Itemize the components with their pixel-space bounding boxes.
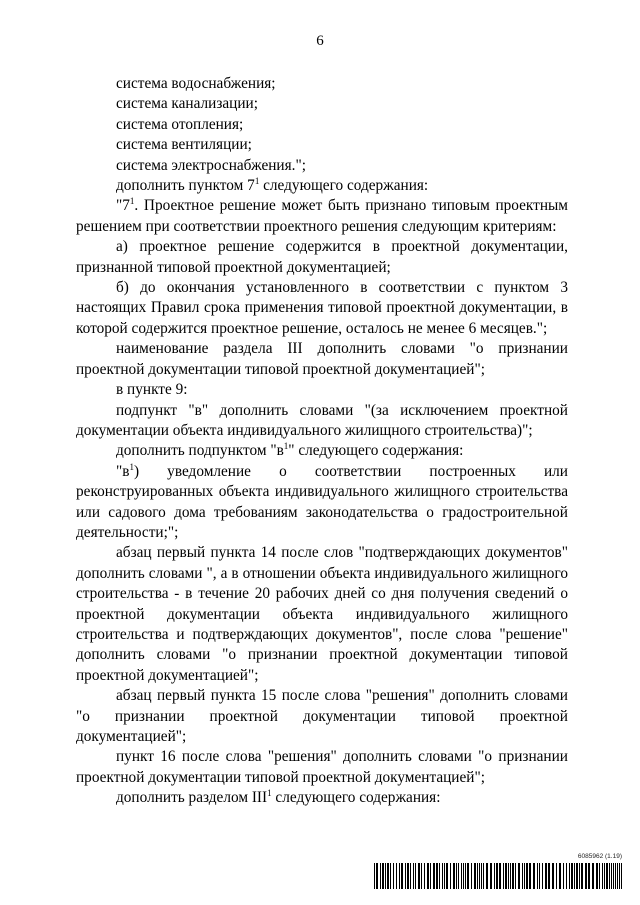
paragraph: в пункте 9: [116,381,188,399]
barcode-number: 6085962 (1.19) [577,853,622,860]
barcode-block [374,853,622,891]
paragraph: пункт 16 после слова "решения" дополнить словами "о признании проектной документации типовой проектной документацией"; [76,748,568,786]
paragraph: "$7^1$. Проектное решение может быть признано типовым проектным решением при соответствии проектного решения следующим критериям: [76,196,568,235]
list-item: система канализации; [116,95,258,113]
document-body [76,74,568,809]
paragraph: подпункт "в" дополнить словами "(за исключением проектной документации объекта индивидуального жилищного строительства)"; [76,401,568,439]
paragraph: дополнить разделом III$^1$ следующего содержания: [116,788,441,807]
list-item: система отопления; [116,115,244,133]
page-number: 6 [316,33,324,49]
paragraph: б) до окончания установленного в соответствии с пунктом 3 настоящих Правил срока применения типовой проектной документации, в которой содержится проектное решение, осталось не менее 6 месяцев."; [76,279,568,337]
paragraph-continuation: реконструированных объекта индивидуального жилищного строительства или садового дома требованиям законодательства о градостроительной деятельности;"; [76,483,568,541]
list-item: система водоснабжения; [116,75,276,92]
list-item: система электроснабжения."; [116,156,306,174]
paragraph: дополнить подпунктом "$в^1$" следующего содержания: [116,441,464,460]
paragraph: абзац первый пункта 14 после слов "подтверждающих документов" дополнить словами ", а в отношении объекта индивидуального жилищного строительства - в течение 20 рабочих дней со дня получения сведений о проектной документации объекта индивидуального жилищного строительства и подтверждающих документов", после слова "решение" дополнить словами "о признании проектной документации типовой проектной документацией"; [76,544,568,684]
barcode-icon [374,863,622,889]
paragraph: а) проектное решение содержится в проектной документации, признанной типовой проектной документацией; [76,238,568,276]
paragraph: дополнить пунктом $7^1$ следующего содержания: [116,176,429,195]
paragraph-first-line: "$в^1$) уведомление о соответствии построенных или [116,461,568,480]
list-item: система вентиляции; [116,136,252,154]
paragraph: абзац первый пункта 15 после слова "решения" дополнить словами "о признании проектной документации типовой проектной документацией"; [76,687,568,745]
paragraph: наименование раздела III дополнить словами "о признании проектной документации типовой проектной документацией"; [76,340,568,378]
